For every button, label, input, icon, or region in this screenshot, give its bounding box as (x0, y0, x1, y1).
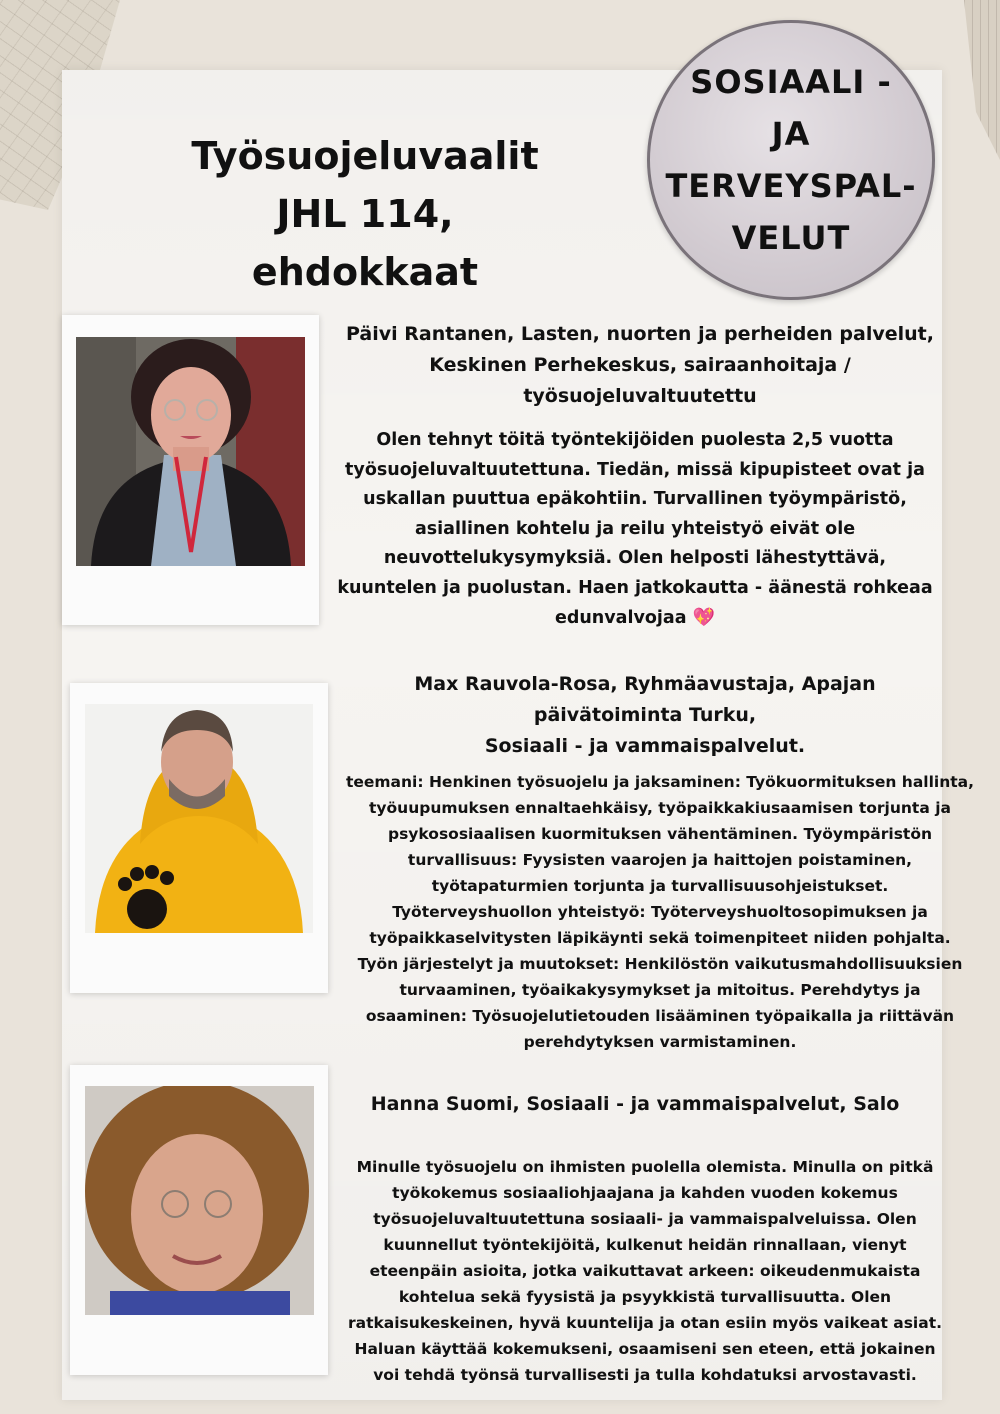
category-circle-text (647, 56, 935, 264)
candidate-1-line: edunvalvojaa (554, 608, 687, 628)
candidate-1-description (330, 426, 940, 634)
candidate-2-description (340, 769, 980, 1055)
candidate-photo-1 (76, 337, 305, 566)
candidate-3-line: ratkaisukeskeinen, hyvä kuuntelija ja otan esiin myös vaikeat asiat. (347, 1314, 943, 1332)
candidate-2-line: turvaaminen, työaikakysymykset ja mitoitus. Perehdytys ja (399, 981, 921, 999)
candidate-3-line: Minulle työsuojelu on ihmisten puolella olemista. Minulla on pitkä (356, 1158, 934, 1176)
circle-line-4: VELUT (731, 219, 851, 257)
candidate-2-line: työuupumuksen ennaltaehkäisy, työpaikkakiusaamisen torjunta ja (369, 799, 951, 817)
candidate-3-line: kuunnellut työntekijöitä, kulkenut heidän rinnallaan, vienyt (383, 1236, 907, 1254)
title-line-1: Työsuojeluvaalit (191, 134, 539, 178)
page-title (160, 127, 570, 301)
candidate-1-heading-line-3: työsuojeluvaltuutettu (523, 385, 757, 407)
candidate-1-line: neuvottelukysymyksiä. Olen helposti lähestyttävä, (383, 548, 887, 568)
candidate-3-line: työsuojeluvaltuutettuna sosiaali- ja vammaispalveluissa. Olen (373, 1210, 917, 1228)
candidate-3-line: eteenpäin asioita, jotka vaikuttavat arkeen: oikeudenmukaista (369, 1262, 921, 1280)
candidate-1-line: Olen tehnyt töitä työntekijöiden puolesta 2,5 vuotta (376, 430, 894, 450)
candidate-3-line: voi tehdä työnsä turvallisesti ja tulla kohdatuksi arvostavasti. (373, 1366, 917, 1384)
candidate-3-line: Haluan käyttää kokemukseni, osaamiseni sen eteen, että jokainen (354, 1340, 936, 1358)
candidate-2-heading-line-1: Max Rauvola-Rosa, Ryhmäavustaja, Apajan (414, 673, 876, 695)
candidate-2-line: työtapaturmien torjunta ja turvallisuusohjeistukset. (431, 877, 889, 895)
candidate-2-line: työpaikkaselvitysten läpikäynti sekä toimenpiteet niiden pohjalta. (369, 929, 951, 947)
candidate-3-line: kohtelua sekä fyysistä ja psyykkistä turvallisuutta. Olen (398, 1288, 892, 1306)
circle-line-2: JA (771, 115, 811, 153)
circle-line-1: SOSIAALI - (690, 63, 892, 101)
candidate-1-heading (340, 319, 940, 412)
candidate-3-heading (345, 1089, 925, 1120)
candidate-photo-3 (85, 1086, 314, 1315)
candidate-1-line: uskallan puuttua epäkohtiin. Turvallinen työympäristö, (363, 489, 907, 509)
candidate-1-heading-line-1: Päivi Rantanen, Lasten, nuorten ja perheiden palvelut, (346, 323, 934, 345)
candidate-2-line: turvallisuus: Fyysisten vaarojen ja haittojen poistaminen, (407, 851, 913, 869)
candidate-3-line: työkokemus sosiaaliohjaajana ja kahden vuoden kokemus (392, 1184, 898, 1202)
heart-icon: 💖 (692, 607, 716, 628)
candidate-photo-2 (85, 704, 313, 933)
candidate-1-line: kuuntelen ja puolustan. Haen jatkokautta - äänestä rohkeaa (337, 577, 933, 598)
title-line-2: JHL 114, ehdokkaat (251, 192, 479, 294)
candidate-1-last-line (330, 603, 940, 634)
candidate-2-line: perehdytyksen varmistaminen. (523, 1033, 797, 1051)
candidate-1-line: asiallinen kohtelu ja reilu yhteistyö eivät ole (414, 518, 856, 539)
candidate-2-heading (345, 669, 945, 762)
candidate-2-heading-line-3: Sosiaali - ja vammaispalvelut. (484, 735, 806, 757)
candidate-2-heading-line-2: päivätoiminta Turku, (533, 704, 757, 726)
candidate-1-heading-line-2: Keskinen Perhekeskus, sairaanhoitaja / (429, 354, 851, 376)
decorative-paper-corner (940, 0, 1000, 160)
candidate-2-line: Työterveyshuollon yhteistyö: Työterveyshuoltosopimuksen ja (392, 903, 928, 921)
candidate-2-line: osaaminen: Työsuojelutietouden lisääminen työpaikalla ja riittävän (365, 1007, 955, 1025)
candidate-3-heading-line-1: Hanna Suomi, Sosiaali - ja vammaispalvelut, Salo (370, 1093, 900, 1115)
circle-line-3: TERVEYSPAL- (665, 167, 917, 205)
candidate-3-description (345, 1154, 945, 1388)
candidate-1-line: työsuojeluvaltuutettuna. Tiedän, missä kipupisteet ovat ja (345, 459, 925, 480)
candidate-2-line: teemani: Henkinen työsuojelu ja jaksaminen: Työkuormituksen hallinta, (345, 773, 975, 791)
candidate-2-line: psykososiaalisen kuormituksen vähentäminen. Työympäristön (387, 825, 933, 843)
candidate-2-line: Työn järjestelyt ja muutokset: Henkilöstön vaikutusmahdollisuuksien (357, 955, 963, 973)
